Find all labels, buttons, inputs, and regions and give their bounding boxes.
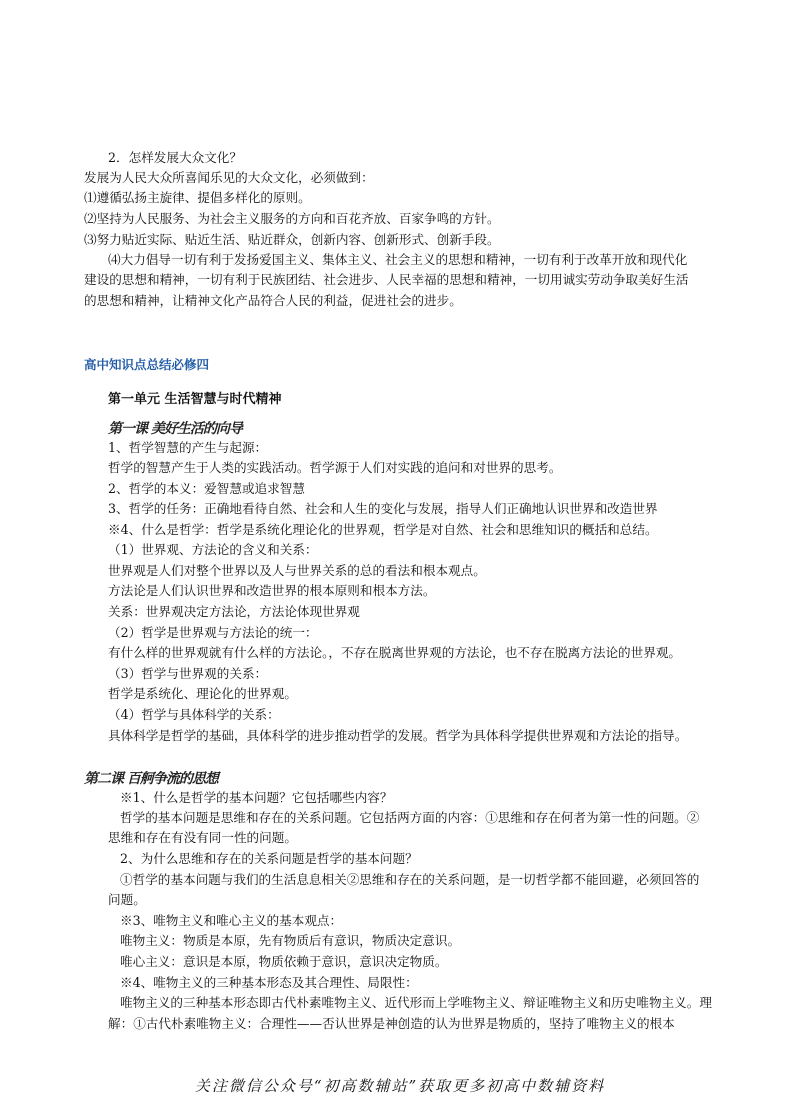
text-line: （3）哲学与世界观的关系： xyxy=(108,666,268,681)
text-line: 唯物主义：物质是本原，先有物质后有意识，物质决定意识。 xyxy=(120,933,461,948)
text-line: ①哲学的基本问题与我们的生活息息相关②思维和存在的关系问题，是一切哲学都不能回避，必须回答的 xyxy=(120,872,700,887)
text-line: 解：①古代朴素唯物主义：合理性——否认世界是神创造的认为世界是物质的，坚持了唯物主义的根本 xyxy=(108,1016,675,1031)
section-heading: 高中知识点总结必修四 xyxy=(84,357,210,372)
text-line: 唯心主义：意识是本原，物质依赖于意识，意识决定物质。 xyxy=(120,954,448,969)
text-line: 1、哲学智慧的产生与起源： xyxy=(108,440,268,455)
text-line: ⑴遵循弘扬主旋律、提倡多样化的原则。 xyxy=(84,190,311,205)
lesson-heading: 第二课 百舸争流的思想 xyxy=(84,771,218,787)
text-line: 3、哲学的任务：正确地看待自然、社会和人生的变化与发展，指导人们正确地认识世界和改造世界 xyxy=(108,501,658,516)
text-line: 哲学的智慧产生于人类的实践活动。哲学源于人们对实践的追问和对世界的思考。 xyxy=(108,460,562,475)
text-line: ※4、什么是哲学：哲学是系统化理论化的世界观，哲学是对自然、社会和思维知识的概括和总结。 xyxy=(108,522,658,537)
text-line: 2、哲学的本义：爱智慧或追求智慧 xyxy=(108,481,305,496)
text-line: 有什么样的世界观就有什么样的方法论。，不存在脱离世界观的方法论，也不存在脱离方法论的世界观。 xyxy=(108,645,682,660)
text-line: ⑷大力倡导一切有利于发扬爱国主义、集体主义、社会主义的思想和精神，一切有利于改革开放和现代化 xyxy=(108,252,688,267)
text-line: ※4、唯物主义的三种基本形态及其合理性、局限性： xyxy=(120,975,418,990)
text-line: 关系：世界观决定方法论，方法论体现世界观 xyxy=(108,604,360,619)
text-line: 哲学的基本问题是思维和存在的关系问题。它包括两方面的内容：①思维和存在何者为第一性的问题。② xyxy=(120,810,700,825)
text-line: （4）哲学与具体科学的关系： xyxy=(108,707,280,722)
text-line: 发展为人民大众所喜闻乐见的大众文化，必须做到： xyxy=(84,170,374,185)
text-line: 问题。 xyxy=(108,892,146,907)
text-line: 唯物主义的三种基本形态即古代朴素唯物主义、近代形而上学唯物主义、辩证唯物主义和历史唯物主义。理 xyxy=(120,995,712,1010)
text-line: ※3、唯物主义和唯心主义的基本观点： xyxy=(120,913,343,928)
text-line: （1）世界观、方法论的含义和关系： xyxy=(108,542,318,557)
lesson-heading: 第一课 美好生活的向导 xyxy=(108,421,242,437)
text-line: 具体科学是哲学的基础，具体科学的进步推动哲学的发展。哲学为具体科学提供世界观和方法论的指导。 xyxy=(108,728,688,743)
text-line: ⑵坚持为人民服务、为社会主义服务的方向和百花齐放、百家争鸣的方针。 xyxy=(84,211,500,226)
text-line: 哲学是系统化、理论化的世界观。 xyxy=(108,686,297,701)
text-line: （2）哲学是世界观与方法论的统一： xyxy=(108,625,318,640)
text-line: 思维和存在有没有同一性的问题。 xyxy=(108,830,297,845)
text-line: ※1、什么是哲学的基本问题？它包括哪些内容？ xyxy=(120,790,393,805)
text-line: 2、为什么思维和存在的关系问题是哲学的基本问题？ xyxy=(120,851,418,866)
footer-watermark: 关注微信公众号“初高数辅站”获取更多初高中数辅资料 xyxy=(194,1077,606,1095)
text-line: 方法论是人们认识世界和改造世界的根本原则和根本方法。 xyxy=(108,583,436,598)
text-line: 建设的思想和精神，一切有利于民族团结、社会进步、人民幸福的思想和精神，一切用诚实劳动争取美好生活 xyxy=(84,272,689,287)
text-line: ⑶努力贴近实际、贴近生活、贴近群众，创新内容、创新形式、创新手段。 xyxy=(84,232,500,247)
text-line: 世界观是人们对整个世界以及人与世界关系的总的看法和根本观点。 xyxy=(108,563,486,578)
text-line: 2．怎样发展大众文化？ xyxy=(108,150,242,165)
text-line: 的思想和精神，让精神文化产品符合人民的利益，促进社会的进步。 xyxy=(84,293,462,308)
unit-heading: 第一单元 生活智慧与时代精神 xyxy=(108,392,282,407)
